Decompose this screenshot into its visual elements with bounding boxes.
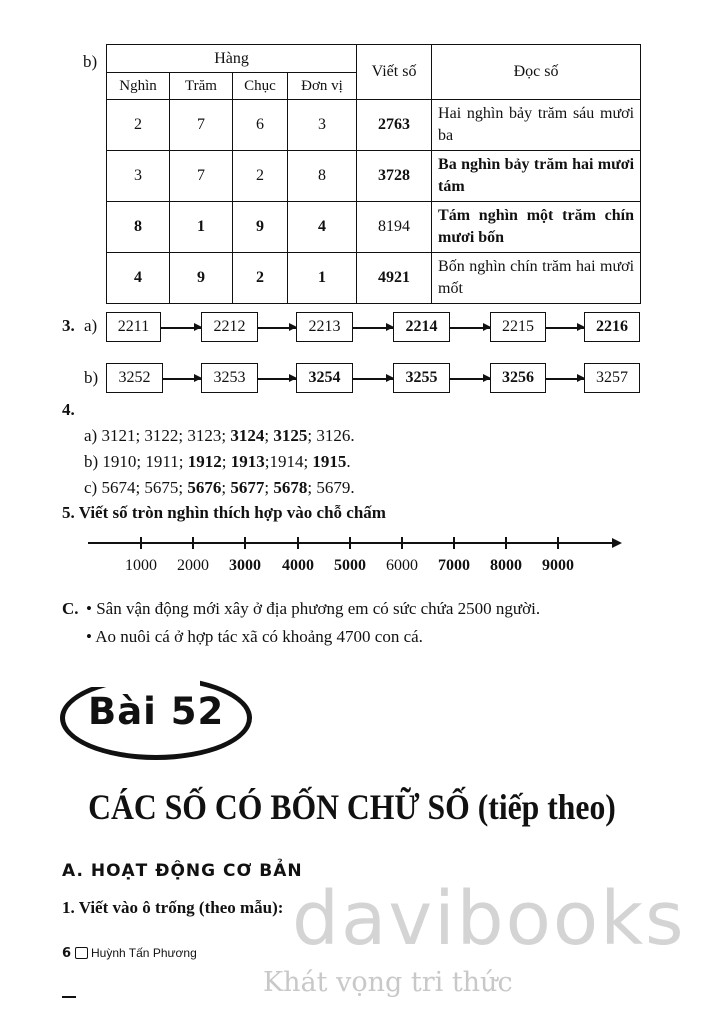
chain-a-box: 2216 [584, 312, 640, 342]
ex4-line-a: a) 3121; 3122; 3123; 3124; 3125; 3126. [84, 426, 355, 445]
page-number: 6 [62, 946, 72, 961]
read-header: Đọc số [432, 45, 641, 100]
digit-cell: 1 [288, 253, 357, 304]
table-row [107, 151, 641, 202]
chain-b-box: 3252 [106, 363, 163, 393]
digit-cell: 8 [288, 151, 357, 202]
number-cell: 8194 [357, 202, 432, 253]
lesson-badge: Bài 52 [88, 690, 225, 733]
tick-label: 2000 [177, 557, 209, 574]
digit-cell: 7 [170, 151, 233, 202]
lesson-title: CÁC SỐ CÓ BỐN CHỮ SỐ (tiếp theo) [88, 787, 616, 827]
digit-cell: 9 [233, 202, 288, 253]
tick [557, 537, 559, 549]
number-cell: 4921 [357, 253, 432, 304]
chain-a-box: 2215 [490, 312, 546, 342]
digit-cell: 2 [233, 253, 288, 304]
number-cell: 3728 [357, 151, 432, 202]
book-icon [75, 947, 88, 959]
header-thousands: Nghìn [107, 73, 170, 100]
chain-a-box: 2214 [393, 312, 450, 342]
tick [453, 537, 455, 549]
header-hundreds: Trăm [170, 73, 233, 100]
tick [140, 537, 142, 549]
watermark-slogan: Khát vọng tri thức [263, 967, 513, 998]
tick-label: 1000 [125, 557, 157, 574]
footer-author: Huỳnh Tấn Phương [91, 946, 197, 960]
bullet-item: • Sân vận động mới xây ở địa phương em có sức chứa 2500 người. [86, 599, 541, 618]
reading-cell: Hai nghìn bảy trăm sáu mươi ba [432, 100, 641, 151]
reading-cell: Bốn nghìn chín trăm hai mươi mốt [432, 253, 641, 304]
tick-label: 4000 [282, 557, 314, 574]
chain-a-box: 2211 [106, 312, 161, 342]
arrow-icon [258, 378, 296, 380]
arrow-icon [546, 327, 584, 329]
bullet-item: • Ao nuôi cá ở hợp tác xã có khoảng 4700 con cá. [86, 627, 423, 646]
place-value-table [106, 44, 641, 304]
tick [401, 537, 403, 549]
digit-cell: 6 [233, 100, 288, 151]
part-c-label: C. [62, 599, 79, 618]
section-heading: A. HOẠT ĐỘNG CƠ BẢN [62, 861, 303, 881]
digit-cell: 2 [233, 151, 288, 202]
chain-b-box: 3254 [296, 363, 353, 393]
reading-cell: Tám nghìn một trăm chín mươi bốn [432, 202, 641, 253]
chain-a-box: 2212 [201, 312, 258, 342]
digit-cell: 4 [288, 202, 357, 253]
footer-divider [62, 996, 76, 998]
written-header: Viết số [357, 45, 432, 100]
bullet-icon: • [86, 599, 97, 618]
chain-b-box: 3257 [584, 363, 640, 393]
ex4-label: 4. [62, 400, 75, 419]
chain-b-box: 3253 [201, 363, 258, 393]
chain-b-box: 3256 [490, 363, 546, 393]
digit-cell: 1 [170, 202, 233, 253]
tick-label: 7000 [438, 557, 470, 574]
digit-cell: 8 [107, 202, 170, 253]
digit-cell: 3 [288, 100, 357, 151]
watermark-brand: davibooks [292, 876, 686, 962]
part-b-label: b) [83, 52, 98, 71]
ex4-line-c: c) 5674; 5675; 5676; 5677; 5678; 5679. [84, 478, 355, 497]
digit-cell: 9 [170, 253, 233, 304]
ex3-a-label: a) [84, 316, 98, 335]
arrow-icon [258, 327, 296, 329]
number-line [88, 542, 618, 544]
arrow-icon [353, 378, 393, 380]
tick-label: 3000 [229, 557, 261, 574]
table-row [107, 202, 641, 253]
table-row [107, 253, 641, 304]
tick [505, 537, 507, 549]
header-tens: Chục [233, 73, 288, 100]
ex3-label: 3. [62, 316, 75, 335]
arrow-icon [612, 538, 622, 548]
table-row [107, 100, 641, 151]
chain-a-box: 2213 [296, 312, 353, 342]
ring-gap [90, 673, 200, 687]
arrow-icon [163, 378, 201, 380]
tick-label: 8000 [490, 557, 522, 574]
tick-label: 6000 [386, 557, 418, 574]
tick [297, 537, 299, 549]
ex4-line-b: b) 1910; 1911; 1912; 1913;1914; 1915. [84, 452, 351, 471]
arrow-icon [450, 327, 490, 329]
number-cell: 2763 [357, 100, 432, 151]
header-units: Đơn vị [288, 73, 357, 100]
digit-cell: 3 [107, 151, 170, 202]
digit-cell: 4 [107, 253, 170, 304]
tick [244, 537, 246, 549]
tick [192, 537, 194, 549]
arrow-icon [546, 378, 584, 380]
reading-cell: Ba nghìn bảy trăm hai mươi tám [432, 151, 641, 202]
ex3-b-label: b) [84, 368, 99, 387]
arrow-icon [450, 378, 490, 380]
tick-label: 5000 [334, 557, 366, 574]
arrow-icon [161, 327, 201, 329]
task-1: 1. Viết vào ô trống (theo mẫu): [62, 898, 284, 917]
arrow-icon [353, 327, 393, 329]
digit-cell: 2 [107, 100, 170, 151]
group-header: Hàng [107, 45, 357, 73]
tick [349, 537, 351, 549]
bullet-icon: • [86, 627, 96, 646]
digit-cell: 7 [170, 100, 233, 151]
chain-b-box: 3255 [393, 363, 450, 393]
ex5-title: 5. Viết số tròn nghìn thích hợp vào chỗ chấm [62, 503, 386, 522]
tick-label: 9000 [542, 557, 574, 574]
